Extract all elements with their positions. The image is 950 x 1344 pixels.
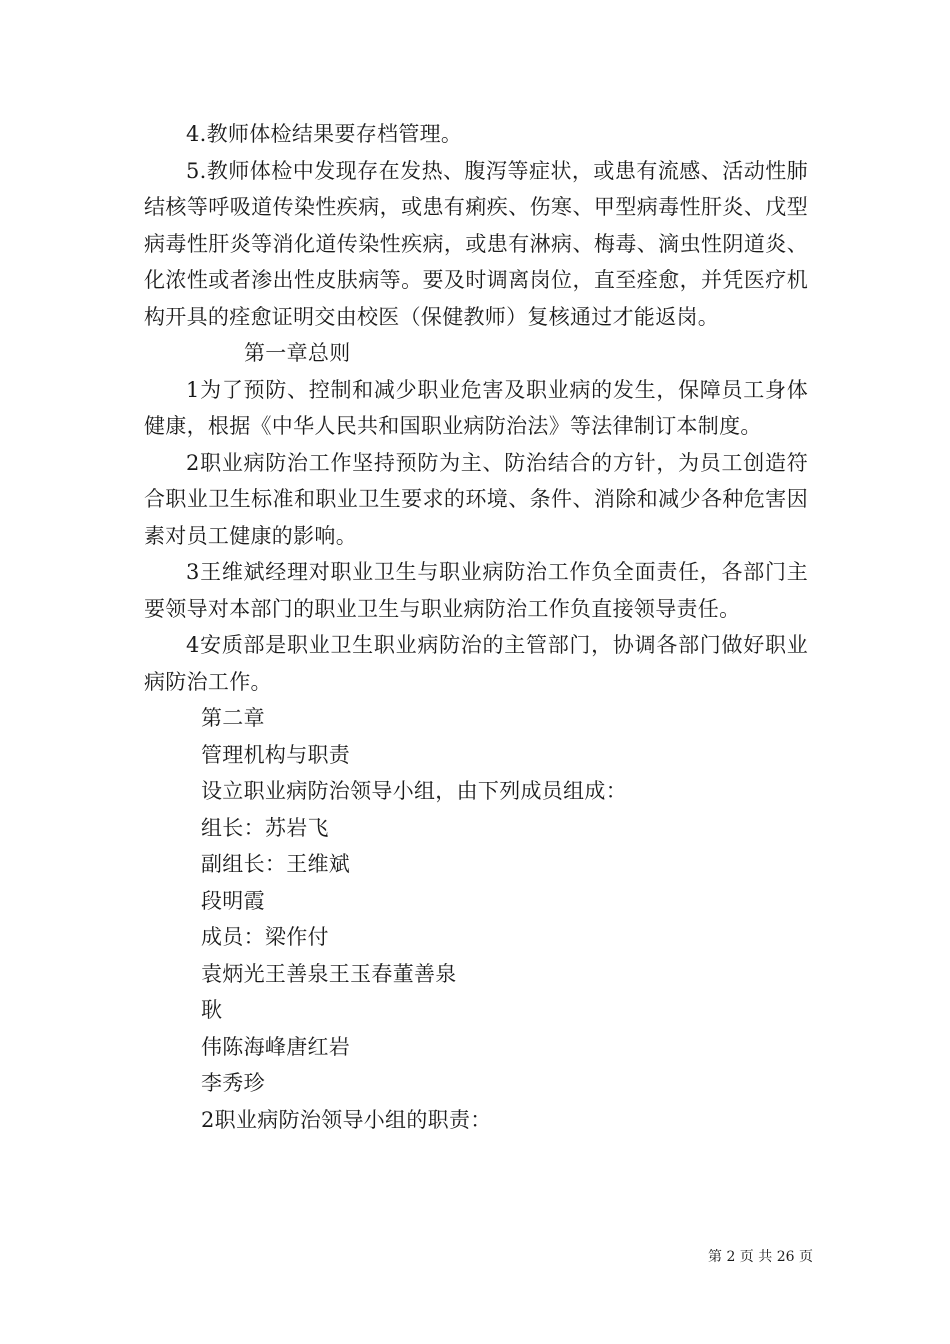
- paragraph-department: 4安质部是职业卫生职业病防治的主管部门，协调各部门做好职业病防治工作。: [144, 633, 808, 694]
- document-body: [144, 116, 808, 1138]
- deputy-leader-line: 副组长：王维斌: [201, 852, 351, 876]
- members-names-line: 袁炳光王善泉王玉春董善泉: [201, 961, 457, 986]
- paragraph-responsibility: 3王维斌经理对职业卫生与职业病防治工作负全面责任，各部门主要领导对本部门的职业卫生与职业病防治工作负直接领导责任。: [144, 560, 808, 621]
- deputy-leader-name-line: 段明霞: [201, 888, 265, 913]
- members-names-line: 李秀珍: [201, 1071, 265, 1095]
- group-duties-line: 2职业病防治领导小组的职责：: [201, 1107, 492, 1132]
- page-number-footer: 第 2 页 共 26 页: [708, 1249, 813, 1265]
- paragraph-purpose: 1为了预防、控制和减少职业危害及职业病的发生，保障员工身体健康，根据《中华人民共和国职业病防治法》等法律制订本制度。: [144, 377, 808, 438]
- paragraph-teacher-records: 4.教师体检结果要存档管理。: [186, 122, 463, 146]
- group-leader-line: 组长：苏岩飞: [201, 815, 329, 840]
- members-names-line: 伟陈海峰唐红岩: [201, 1034, 351, 1059]
- group-intro-line: 设立职业病防治领导小组，由下列成员组成：: [201, 779, 627, 803]
- paragraph-teacher-illness: 5.教师体检中发现存在发热、腹泻等症状，或患有流感、活动性肺结核等呼吸道传染性疾病，或患有痢疾、伤寒、甲型病毒性肝炎、戊型病毒性肝炎等消化道传染性疾病，或患有淋病、梅毒、滴虫性阴道炎、化浓性或者渗出性皮肤病等。要及时调离岗位，直至痊愈，并凭医疗机构开具的痊愈证明交由校医（保健教师）复核通过才能返岗。: [144, 158, 808, 329]
- chapter-one-title: 第一章总则: [244, 341, 351, 365]
- members-names-line: 耿: [201, 998, 223, 1022]
- chapter-two-subtitle: 管理机构与职责: [201, 742, 351, 767]
- chapter-two-title: 第二章: [201, 706, 265, 730]
- members-line: 成员：梁作付: [201, 925, 329, 949]
- paragraph-policy: 2职业病防治工作坚持预防为主、防治结合的方针，为员工创造符合职业卫生标准和职业卫生要求的环境、条件、消除和减少各种危害因素对员工健康的影响。: [144, 450, 808, 548]
